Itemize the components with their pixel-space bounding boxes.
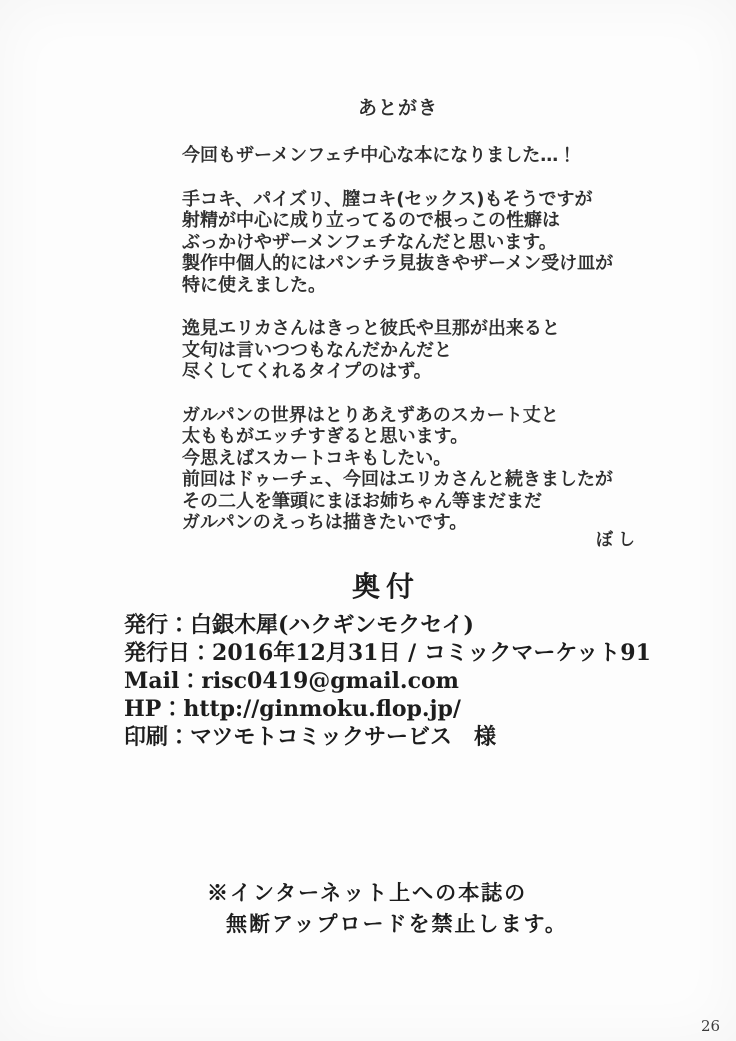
notice-line: 無断アップロードを禁止します。	[226, 911, 568, 936]
page-number: 26	[701, 1017, 721, 1035]
text-line: 尽くしてくれるタイプのはず。	[182, 361, 432, 382]
afterword-title: あとがき	[358, 97, 439, 119]
paragraph	[182, 318, 662, 383]
colophon-row-printer	[124, 723, 651, 751]
colophon-row-publisher	[124, 611, 651, 639]
colophon-value: 2016年12月31日 / コミックマーケット91	[212, 640, 651, 666]
text-line: 手コキ、パイズリ、膣コキ(セックス)もそうですが	[182, 188, 593, 210]
colophon-value: risc0419@gmail.com	[201, 668, 459, 694]
colophon-title: 奥付	[352, 570, 421, 603]
text-line: 今回もザーメンフェチ中心な本になりました…！	[182, 145, 577, 166]
colophon-value: 白銀木犀(ハクギンモクセイ)	[190, 612, 474, 638]
text-line: 前回はドゥーチェ、今回はエリカさんと続きましたが	[182, 469, 613, 490]
text-line: 太ももがエッチすぎると思います。	[182, 426, 469, 447]
colophon-row-mail	[124, 667, 651, 695]
colophon-value: http://ginmoku.flop.jp/	[183, 696, 461, 722]
colophon-label: 印刷：	[124, 724, 191, 750]
colophon-entries	[124, 611, 651, 751]
text-line: その二人を筆頭にまほお姉ちゃん等まだまだ	[182, 490, 542, 512]
paragraph	[182, 189, 662, 297]
colophon-row-publish-date	[124, 639, 651, 667]
text-line: ぶっかけやザーメンフェチなんだと思います。	[182, 231, 557, 253]
text-line: 文句は言いつつもなんだかんだと	[182, 339, 452, 361]
text-line: ガルパンのえっちは描きたいです。	[182, 512, 468, 533]
text-line: 製作中個人的にはパンチラ見抜きやザーメン受け皿が	[182, 253, 614, 274]
upload-notice	[207, 877, 568, 939]
colophon-label: 発行：	[124, 612, 191, 638]
afterword-body	[182, 145, 662, 556]
text-line: 今思えばスカートコキもしたい。	[182, 447, 452, 469]
text-line: 射精が中心に成り立ってるので根っこの性癖は	[182, 210, 560, 231]
colophon-row-homepage	[124, 695, 651, 723]
colophon-label: Mail：	[124, 668, 202, 694]
text-line: ガルパンの世界はとりあえずあのスカート丈と	[182, 404, 559, 426]
paragraph	[182, 405, 662, 534]
author-signature: ぼし	[596, 530, 640, 550]
colophon-label: 発行日：	[124, 640, 213, 666]
colophon-value: マツモトコミックサービス 様	[190, 724, 497, 750]
text-line: 特に使えました。	[182, 274, 326, 296]
paragraph	[182, 145, 662, 167]
colophon-label: HP：	[124, 696, 184, 722]
notice-line: ※インターネット上への本誌の	[207, 880, 528, 905]
text-line: 逸見エリカさんはきっと彼氏や旦那が出来ると	[182, 318, 560, 339]
